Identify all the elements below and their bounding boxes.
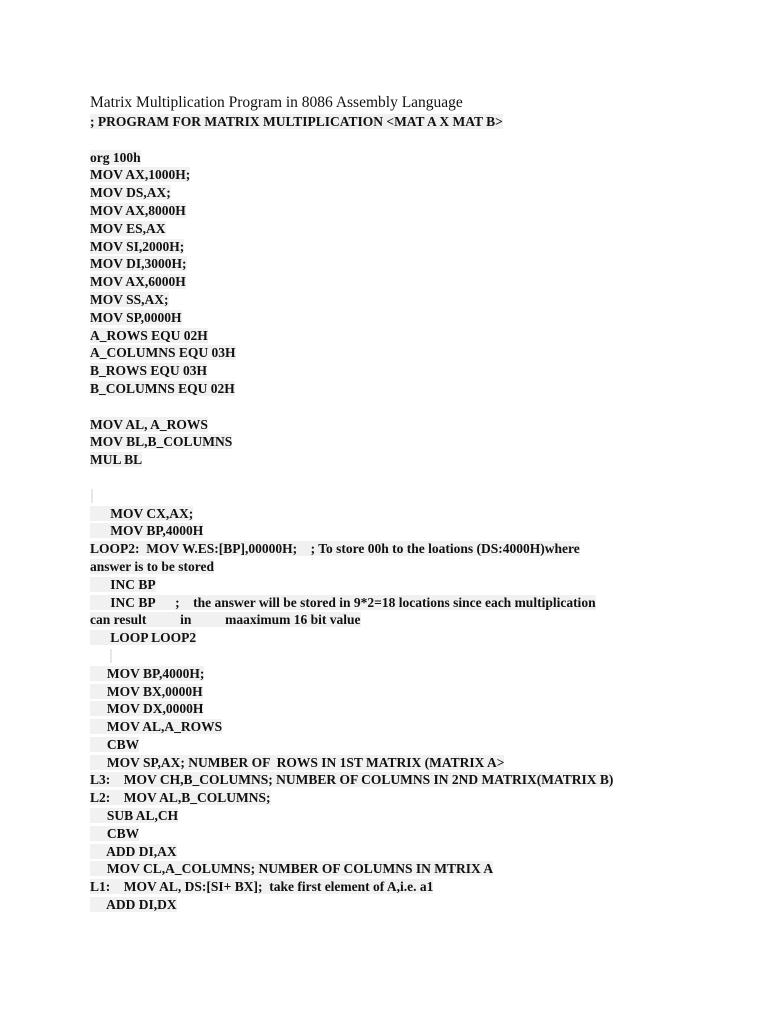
code-line bbox=[90, 327, 710, 345]
code-line-text: CBW bbox=[90, 825, 140, 841]
code-line bbox=[90, 789, 710, 807]
code-line-text: LOOP2: MOV W.ES:[BP],00000H; ; To store 00h to the loations (DS:4000H)where bbox=[90, 541, 580, 557]
code-line bbox=[90, 220, 710, 238]
code-line-text: CBW bbox=[90, 736, 140, 752]
code-line-text: A_COLUMNS EQU 03H bbox=[90, 345, 236, 361]
code-line-text: L1: MOV AL, DS:[SI+ BX]; take first element of A,i.e. a1 bbox=[90, 879, 434, 895]
code-line-text: answer is to be stored bbox=[90, 558, 214, 574]
code-line bbox=[90, 505, 710, 523]
code-line-text: L2: MOV AL,B_COLUMNS; bbox=[90, 790, 271, 806]
code-line bbox=[90, 540, 710, 558]
blank-line bbox=[90, 469, 710, 487]
code-line bbox=[90, 255, 710, 273]
code-line-text: MOV DI,3000H; bbox=[90, 256, 187, 272]
code-line bbox=[90, 611, 710, 629]
code-line-text: MOV AX,6000H bbox=[90, 274, 186, 290]
code-line bbox=[90, 416, 710, 434]
code-line-text: org 100h bbox=[90, 149, 141, 165]
code-line-text: A_ROWS EQU 02H bbox=[90, 327, 208, 343]
code-line bbox=[90, 771, 710, 789]
document-page bbox=[90, 93, 710, 914]
blank-line bbox=[90, 487, 710, 505]
code-line bbox=[90, 149, 710, 167]
code-line bbox=[90, 238, 710, 256]
code-line bbox=[90, 522, 710, 540]
code-line bbox=[90, 843, 710, 861]
code-line bbox=[90, 451, 710, 469]
code-line-text: MOV BL,B_COLUMNS bbox=[90, 434, 233, 450]
blank-line bbox=[90, 647, 710, 665]
code-line bbox=[90, 184, 710, 202]
cursor-marker bbox=[91, 489, 93, 503]
code-line bbox=[90, 683, 710, 701]
code-line-text: MOV CL,A_COLUMNS; NUMBER OF COLUMNS IN MTRIX A bbox=[90, 861, 494, 877]
code-line-text: MOV BP,4000H; bbox=[90, 665, 205, 681]
code-line bbox=[90, 113, 710, 131]
code-block bbox=[90, 113, 710, 914]
code-line bbox=[90, 202, 710, 220]
code-line-text: MOV DX,0000H bbox=[90, 701, 204, 717]
code-line-text: INC BP bbox=[90, 576, 156, 592]
code-line bbox=[90, 362, 710, 380]
code-line bbox=[90, 629, 710, 647]
code-line bbox=[90, 558, 710, 576]
code-line-text: ADD DI,AX bbox=[90, 843, 177, 859]
blank-line bbox=[90, 131, 710, 149]
code-line-text: ADD DI,DX bbox=[90, 897, 177, 913]
code-line bbox=[90, 166, 710, 184]
code-line-text: MUL BL bbox=[90, 452, 143, 468]
code-line bbox=[90, 896, 710, 914]
code-line bbox=[90, 754, 710, 772]
cursor-marker bbox=[110, 649, 112, 663]
document-title: Matrix Multiplication Program in 8086 Assembly Language bbox=[90, 94, 463, 111]
code-line bbox=[90, 291, 710, 309]
code-line bbox=[90, 344, 710, 362]
code-line bbox=[90, 700, 710, 718]
code-line bbox=[90, 860, 710, 878]
code-line-text: MOV DS,AX; bbox=[90, 185, 171, 201]
code-line-text: MOV SI,2000H; bbox=[90, 238, 185, 254]
code-line-text: ; PROGRAM FOR MATRIX MULTIPLICATION <MAT A X MAT B> bbox=[90, 114, 503, 129]
code-line bbox=[90, 576, 710, 594]
code-line bbox=[90, 718, 710, 736]
code-line-text: LOOP LOOP2 bbox=[90, 630, 197, 646]
code-line-text: MOV AL, A_ROWS bbox=[90, 416, 208, 432]
code-line bbox=[90, 825, 710, 843]
code-line bbox=[90, 594, 710, 612]
code-line-text: B_COLUMNS EQU 02H bbox=[90, 380, 235, 396]
code-line-text: MOV BX,0000H bbox=[90, 683, 203, 699]
code-line bbox=[90, 380, 710, 398]
code-line bbox=[90, 433, 710, 451]
code-line-text: B_ROWS EQU 03H bbox=[90, 363, 208, 379]
code-line bbox=[90, 878, 710, 896]
code-line bbox=[90, 273, 710, 291]
code-line-text: MOV ES,AX bbox=[90, 220, 166, 236]
code-line-text: MOV SP,0000H bbox=[90, 309, 182, 325]
code-line-text: MOV SS,AX; bbox=[90, 291, 169, 307]
code-line-text: MOV BP,4000H bbox=[90, 523, 204, 539]
code-line-text: SUB AL,CH bbox=[90, 808, 179, 824]
code-line bbox=[90, 665, 710, 683]
code-line-text: INC BP ; the answer will be stored in 9*2=18 locations since each multiplication bbox=[90, 594, 596, 610]
code-line bbox=[90, 807, 710, 825]
code-line-text: MOV AL,A_ROWS bbox=[90, 719, 223, 735]
code-line-text: L3: MOV CH,B_COLUMNS; NUMBER OF COLUMNS IN 2ND MATRIX(MATRIX B) bbox=[90, 772, 614, 788]
code-line bbox=[90, 736, 710, 754]
code-line-text: MOV AX,1000H; bbox=[90, 167, 191, 183]
code-line-text: MOV CX,AX; bbox=[90, 505, 194, 521]
code-line-text: can result in maaximum 16 bit value bbox=[90, 612, 361, 628]
code-line-text: MOV SP,AX; NUMBER OF ROWS IN 1ST MATRIX (MATRIX A> bbox=[90, 754, 505, 770]
code-line bbox=[90, 309, 710, 327]
blank-line bbox=[90, 398, 710, 416]
code-line-text: MOV AX,8000H bbox=[90, 202, 186, 218]
